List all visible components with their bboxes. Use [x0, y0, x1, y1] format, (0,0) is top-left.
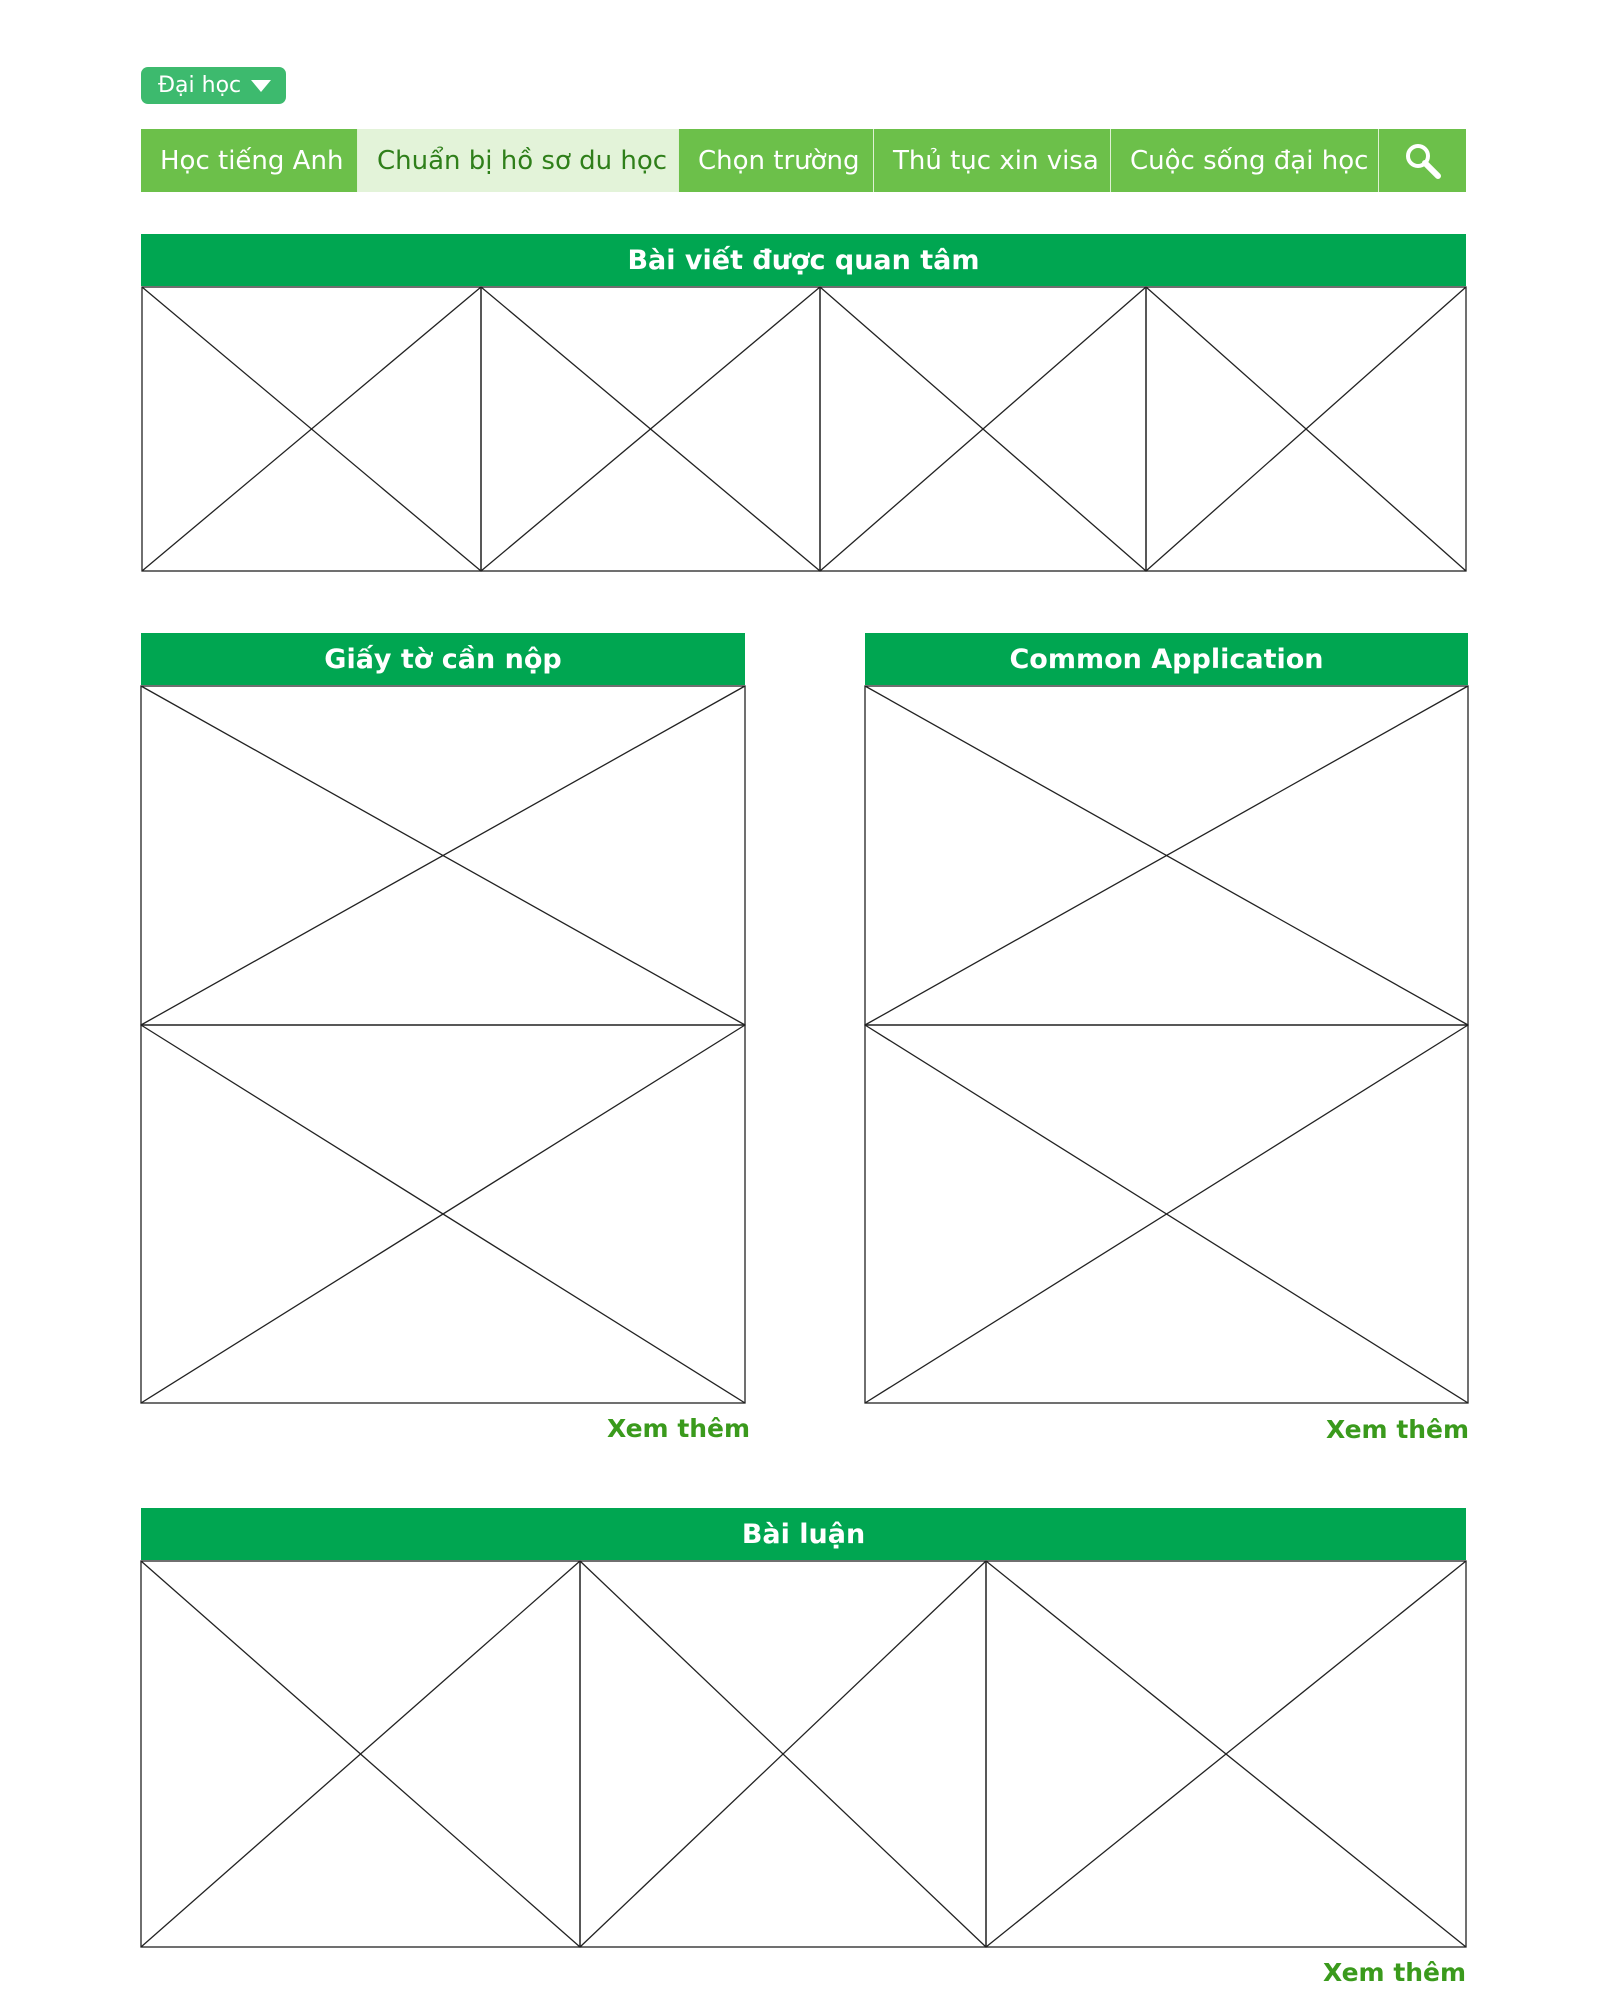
documents-section-title: Giấy tờ cần nộp [141, 633, 745, 685]
nav-item-chuan-bi-ho-so[interactable]: Chuẩn bị hồ sơ du học [358, 129, 679, 192]
documents-grid [140, 685, 746, 1405]
common-app-section-title: Common Application [865, 633, 1468, 685]
category-dropdown-label: Đại học [158, 73, 242, 98]
search-button[interactable] [1379, 129, 1466, 192]
essays-grid [140, 1560, 1467, 1948]
document-item-2[interactable] [141, 1025, 745, 1403]
common-app-item-2[interactable] [865, 1025, 1468, 1403]
documents-see-more-link[interactable]: Xem thêm [607, 1414, 751, 1443]
nav-item-cuoc-song-dai-hoc[interactable]: Cuộc sống đại học [1111, 129, 1379, 192]
essay-item-1[interactable] [141, 1561, 580, 1947]
essays-section-title: Bài luận [141, 1508, 1466, 1560]
featured-article-3[interactable] [820, 287, 1146, 571]
featured-article-4[interactable] [1146, 287, 1466, 571]
caret-down-icon [251, 80, 271, 92]
essays-see-more-link[interactable]: Xem thêm [1323, 1958, 1467, 1987]
nav-item-thu-tuc-visa[interactable]: Thủ tục xin visa [874, 129, 1111, 192]
document-item-1[interactable] [141, 686, 745, 1025]
nav-item-chon-truong[interactable]: Chọn trường [679, 129, 874, 192]
common-app-grid [864, 685, 1469, 1405]
search-icon [1403, 141, 1443, 181]
common-app-see-more-link[interactable]: Xem thêm [1326, 1415, 1470, 1444]
featured-article-2[interactable] [481, 287, 820, 571]
nav-item-hoc-tieng-anh[interactable]: Học tiếng Anh [141, 129, 358, 192]
essay-item-3[interactable] [986, 1561, 1466, 1947]
essay-item-2[interactable] [580, 1561, 986, 1947]
common-app-item-1[interactable] [865, 686, 1468, 1025]
featured-article-1[interactable] [142, 287, 481, 571]
main-nav [141, 129, 1466, 192]
featured-articles-grid [141, 286, 1467, 572]
featured-section-title: Bài viết được quan tâm [141, 234, 1466, 286]
category-dropdown[interactable] [141, 67, 286, 104]
